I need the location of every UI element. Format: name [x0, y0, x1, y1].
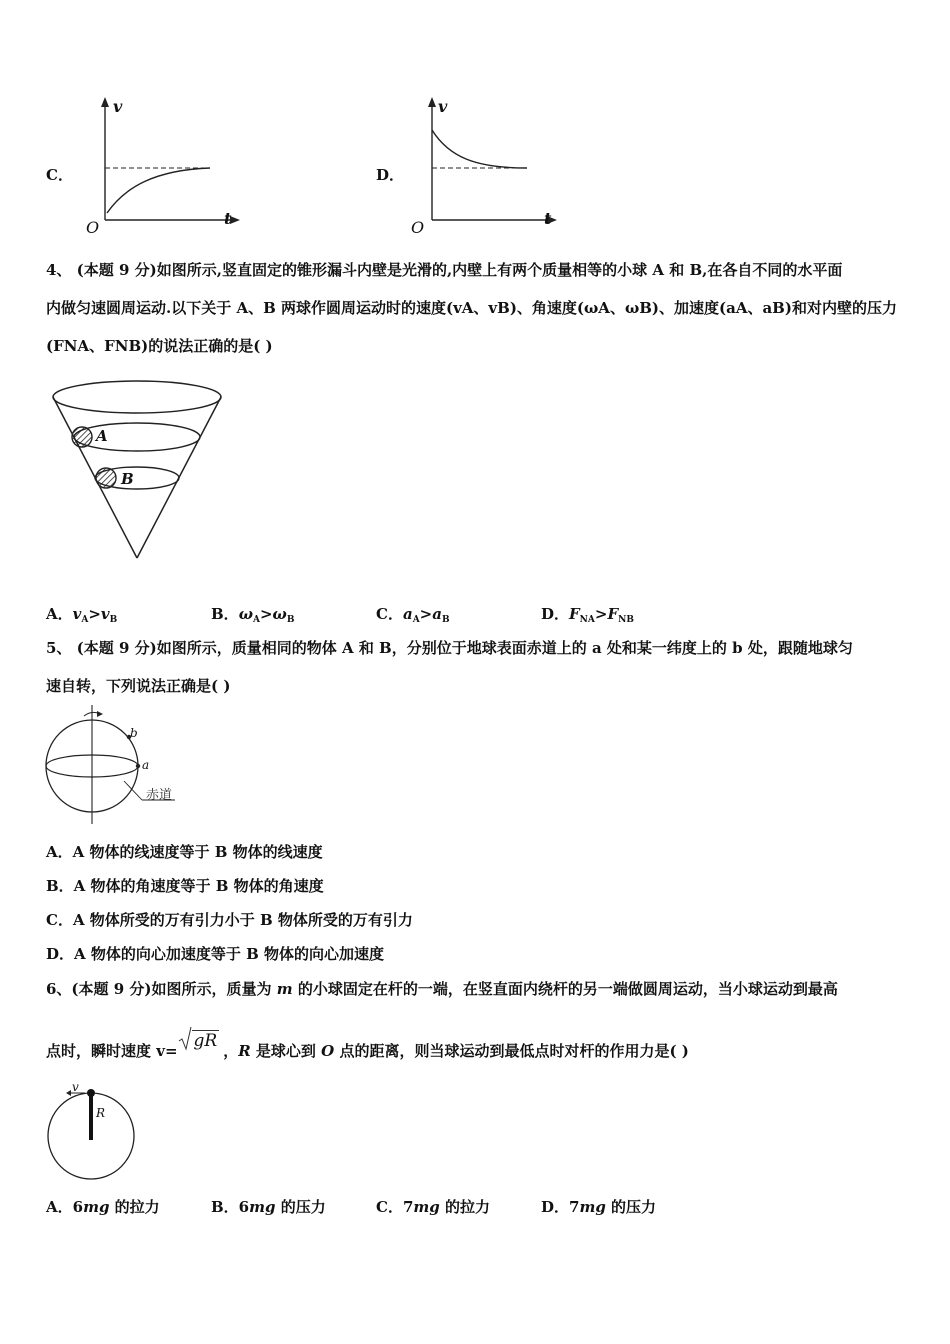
sqrt-formula: [178, 1031, 220, 1051]
q4-ball-a-label: A: [96, 427, 108, 445]
graph-d-velocity-time: [407, 95, 567, 240]
graph-c-v-label: v: [113, 97, 123, 116]
q5-point-b-label: b: [130, 726, 138, 740]
q6-option-d[interactable]: D．7mg 的压力: [541, 1198, 657, 1216]
q6-option-c[interactable]: C．7mg 的拉力: [376, 1198, 490, 1216]
q4-option-c[interactable]: C．$a_A>a_B$: [376, 605, 450, 625]
q4-option-a[interactable]: A．$v_A>v_B$: [46, 605, 118, 625]
graph-d-origin-label: O: [411, 218, 425, 237]
q4-option-b[interactable]: B．$\omega_A>\omega_B$: [211, 605, 295, 625]
graph-d-v-label: v: [438, 97, 448, 116]
sqrt-radicand: gR: [193, 1031, 218, 1051]
graph-c-origin-label: O: [86, 218, 100, 237]
option-c-label: C．: [46, 166, 73, 184]
q4-funnel-figure: [40, 375, 240, 565]
q6-option-b[interactable]: B．6mg 的压力: [211, 1198, 326, 1216]
q6-circle-figure: [40, 1080, 150, 1185]
q5-option-a[interactable]: A．A 物体的线速度等于 B 物体的线速度: [46, 843, 323, 861]
q4-option-d[interactable]: D．$F_{NA}>F_{NB}$: [541, 605, 634, 625]
q6-velocity-label: v: [72, 1080, 79, 1094]
graph-d-t-label: t: [544, 209, 552, 228]
q4-ball-b-label: B: [121, 470, 134, 488]
q5-line1: 5、 (本题 9 分)如图所示，质量相同的物体 A 和 B，分别位于地球表面赤道上的 a 处和某一纬度上的 b 处，跟随地球匀: [46, 639, 853, 657]
q6-line1: 6、(本题 9 分)如图所示，质量为 m 的小球固定在杆的一端，在竖直面内绕杆的另一端做圆周运动，当小球运动到最高: [46, 980, 838, 998]
q5-equator-label: 赤道: [146, 788, 173, 803]
q5-point-a-label: a: [142, 758, 150, 772]
q6-option-a[interactable]: A．6mg 的拉力: [46, 1198, 160, 1216]
q5-option-b[interactable]: B．A 物体的角速度等于 B 物体的角速度: [46, 877, 324, 895]
q5-option-d[interactable]: D．A 物体的向心加速度等于 B 物体的向心加速度: [46, 945, 384, 963]
q5-earth-figure: [40, 703, 190, 828]
q6-line2: 点时，瞬时速度 v= gR ，R 是球心到 O 点的距离，则当球运动到最低点时对杆的作用力是( ): [46, 1041, 689, 1061]
option-d-label: D．: [376, 166, 405, 184]
q4-line1: 4、 (本题 9 分)如图所示,竖直固定的锥形漏斗内壁是光滑的,内壁上有两个质量相等的小球 A 和 B,在各自不同的水平面: [46, 261, 843, 279]
graph-c-t-label: t: [224, 209, 232, 228]
q4-line2: 内做匀速圆周运动.以下关于 A、B 两球作圆周运动时的速度(vA、vB)、角速度(ωA、ωB)、加速度(aA、aB)和对内壁的压力: [46, 299, 897, 317]
graph-c-velocity-time: [80, 95, 240, 240]
q5-line2: 速自转，下列说法正确是( ): [46, 677, 231, 695]
q5-option-c[interactable]: C．A 物体所受的万有引力小于 B 物体所受的万有引力: [46, 911, 413, 929]
q4-line3: (FNA、FNB)的说法正确的是( ): [46, 337, 273, 355]
q6-radius-label: R: [96, 1106, 106, 1120]
q6-line2-pre: 点时，瞬时速度 v=: [46, 1042, 178, 1060]
